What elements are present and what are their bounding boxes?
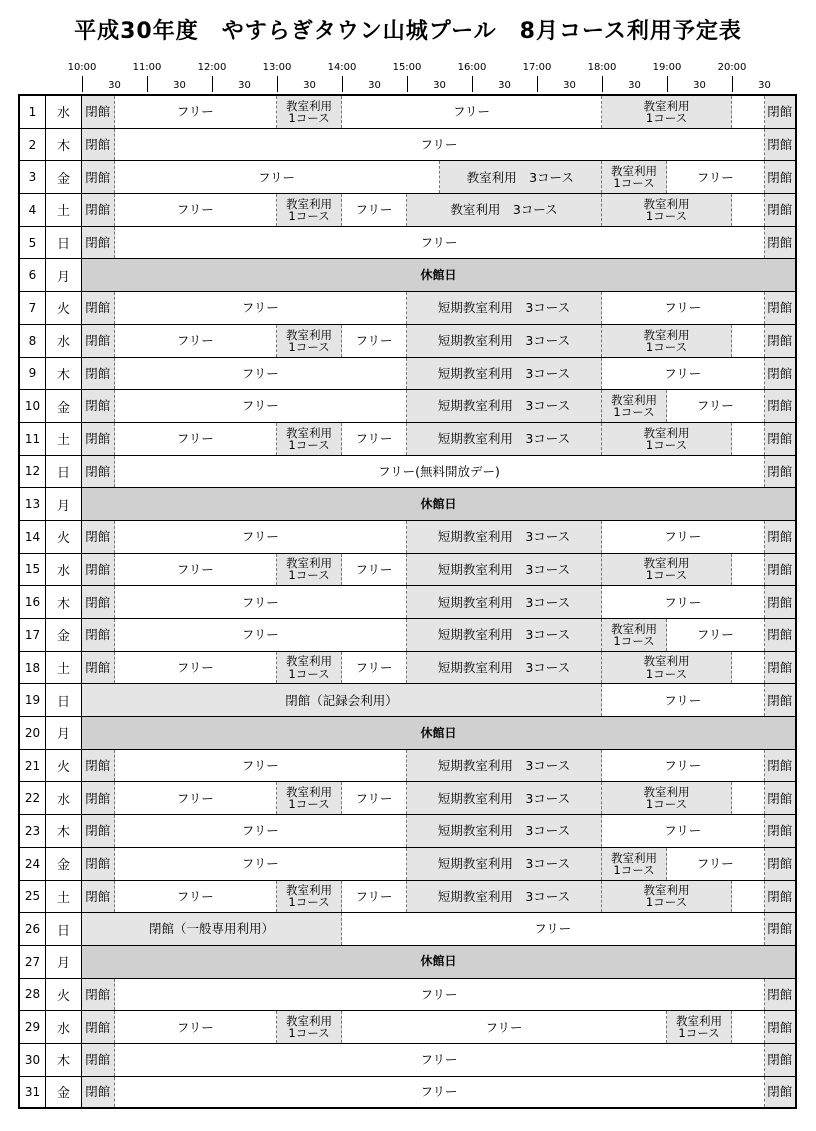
weekday: 火 [46,750,82,782]
closed-cell: 閉館 [82,129,115,161]
schedule-cell [732,194,765,226]
half-hour-label: 30 [238,80,251,91]
weekday: 火 [46,979,82,1011]
closed-cell: 閉館 [82,554,115,586]
closed-cell: 閉館 [765,325,798,357]
schedule-cell: フリー [115,161,440,193]
schedule-cell: フリー [115,423,278,455]
closed-cell: 閉館 [765,619,798,651]
closed-cell: 閉館 [82,358,115,390]
day-number: 15 [18,554,46,586]
closed-cell: 閉館 [82,815,115,847]
hour-label: 18:00 [587,62,617,73]
weekday: 金 [46,161,82,193]
schedule-cell: 短期教室利用 3コース [407,586,602,618]
schedule-cell [732,423,765,455]
closed-cell: 閉館 [82,423,115,455]
day-number: 2 [18,129,46,161]
half-hour-label: 30 [693,80,706,91]
schedule-cell: 教室利用 1コース [602,554,732,586]
schedule-cell: フリー [115,881,278,913]
closed-cell: 閉館 [82,96,115,128]
weekday: 木 [46,586,82,618]
closed-cell: 閉館 [82,1044,115,1076]
closed-cell: 閉館 [765,913,798,945]
half-hour-label: 30 [368,80,381,91]
hour-label: 17:00 [522,62,552,73]
schedule-cell: 短期教室利用 3コース [407,423,602,455]
schedule-row [18,423,797,456]
holiday-cell: 休館日 [82,946,797,978]
schedule-cell: フリー [115,586,408,618]
schedule-cell: 教室利用 1コース [277,96,342,128]
closed-cell: 閉館 [765,358,798,390]
schedule-cell: 教室利用 1コース [602,423,732,455]
schedule-cell: フリー [115,619,408,651]
day-number: 28 [18,979,46,1011]
weekday: 水 [46,554,82,586]
weekday: 水 [46,96,82,128]
schedule-cell: 短期教室利用 3コース [407,554,602,586]
schedule-cell: 教室利用 1コース [602,619,667,651]
closed-cell: 閉館 [82,390,115,422]
hour-label: 19:00 [652,62,682,73]
weekday: 木 [46,815,82,847]
half-hour-label: 30 [303,80,316,91]
hour-label: 20:00 [717,62,747,73]
schedule-cell: フリー [115,390,408,422]
schedule-cell: 短期教室利用 3コース [407,815,602,847]
schedule-cell: フリー [115,979,765,1011]
schedule-cell: フリー [602,292,765,324]
schedule-cell: 教室利用 1コース [667,1011,732,1043]
schedule-cell: 教室利用 1コース [602,848,667,880]
schedule-cell: フリー [115,1011,278,1043]
closed-cell: 閉館 [765,292,798,324]
schedule-row [18,358,797,391]
schedule-cell: 短期教室利用 3コース [407,881,602,913]
day-number: 29 [18,1011,46,1043]
closed-cell: 閉館 [765,129,798,161]
closed-cell: 閉館 [82,194,115,226]
schedule-row [18,1077,797,1110]
schedule-cell: フリー [115,129,765,161]
day-number: 23 [18,815,46,847]
schedule-cell: フリー [342,913,765,945]
closed-cell: 閉館 [765,652,798,684]
schedule-row [18,1044,797,1077]
closed-cell: 閉館 [765,194,798,226]
schedule-cell: フリー [115,652,278,684]
schedule-cell [732,325,765,357]
schedule-cell: フリー [115,848,408,880]
schedule-cell: フリー [602,521,765,553]
hour-label: 14:00 [327,62,357,73]
half-hour-label: 30 [758,80,771,91]
schedule-cell: フリー [115,1044,765,1076]
schedule-row [18,619,797,652]
half-hour-label: 30 [498,80,511,91]
day-number: 5 [18,227,46,259]
weekday: 水 [46,325,82,357]
schedule-cell: 教室利用 1コース [602,652,732,684]
closed-cell: 閉館 [82,521,115,553]
closed-cell: 閉館 [765,979,798,1011]
weekday: 月 [46,946,82,978]
schedule-cell [732,782,765,814]
schedule-cell: フリー [115,358,408,390]
schedule-cell [732,652,765,684]
closed-cell: 閉館 [765,554,798,586]
day-number: 16 [18,586,46,618]
schedule-row [18,96,797,129]
schedule-cell [732,554,765,586]
day-number: 19 [18,684,46,716]
day-number: 3 [18,161,46,193]
day-number: 20 [18,717,46,749]
schedule-cell: フリー [115,227,765,259]
day-number: 10 [18,390,46,422]
schedule-cell: フリー [115,292,408,324]
day-number: 24 [18,848,46,880]
schedule-row [18,390,797,423]
half-hour-label: 30 [563,80,576,91]
half-hour-label: 30 [628,80,641,91]
schedule-cell: フリー [115,521,408,553]
schedule-cell [732,96,765,128]
day-number: 25 [18,881,46,913]
schedule-cell: フリー [342,96,602,128]
hour-tick [472,76,473,92]
half-hour-label: 30 [108,80,121,91]
schedule-row [18,815,797,848]
schedule-cell: フリー [667,161,765,193]
hour-label: 13:00 [262,62,292,73]
schedule-cell: 教室利用 1コース [277,881,342,913]
day-number: 9 [18,358,46,390]
closed-cell: 閉館 [765,782,798,814]
weekday: 土 [46,881,82,913]
schedule-cell: フリー [115,554,278,586]
closed-cell: 閉館 [82,292,115,324]
hour-label: 15:00 [392,62,422,73]
schedule-cell: 閉館（一般専用利用） [82,913,342,945]
schedule-cell: フリー [602,684,765,716]
closed-cell: 閉館 [82,750,115,782]
schedule-cell: フリー [342,554,407,586]
schedule-cell: 教室利用 1コース [277,782,342,814]
closed-cell: 閉館 [82,979,115,1011]
schedule-cell: フリー [115,96,278,128]
schedule-cell: 教室利用 1コース [277,194,342,226]
schedule-cell: 短期教室利用 3コース [407,292,602,324]
closed-cell: 閉館 [765,684,798,716]
schedule-cell: 短期教室利用 3コース [407,358,602,390]
schedule-cell: 短期教室利用 3コース [407,848,602,880]
time-header [0,60,816,94]
schedule-cell: 教室利用 1コース [602,161,667,193]
schedule-row [18,325,797,358]
weekday: 土 [46,423,82,455]
closed-cell: 閉館 [765,96,798,128]
hour-tick [342,76,343,92]
closed-cell: 閉館 [765,1011,798,1043]
day-number: 30 [18,1044,46,1076]
schedule-row [18,488,797,521]
schedule-row [18,652,797,685]
weekday: 木 [46,129,82,161]
weekday: 水 [46,782,82,814]
weekday: 土 [46,194,82,226]
schedule-row [18,848,797,881]
schedule-cell: フリー [115,1077,765,1108]
weekday: 月 [46,259,82,291]
schedule-row [18,717,797,750]
day-number: 1 [18,96,46,128]
schedule-cell: 教室利用 1コース [277,423,342,455]
closed-cell: 閉館 [82,1011,115,1043]
hour-tick [82,76,83,92]
schedule-cell: 教室利用 1コース [602,881,732,913]
holiday-cell: 休館日 [82,259,797,291]
hour-tick [407,76,408,92]
schedule-row [18,227,797,260]
schedule-row [18,913,797,946]
day-number: 22 [18,782,46,814]
weekday: 水 [46,1011,82,1043]
closed-cell: 閉館 [82,848,115,880]
hour-tick [147,76,148,92]
schedule-cell: 閉館（記録会利用） [82,684,602,716]
schedule-row [18,456,797,489]
schedule-cell: フリー [342,782,407,814]
schedule-row [18,554,797,587]
hour-tick [277,76,278,92]
schedule-row [18,684,797,717]
day-number: 13 [18,488,46,520]
schedule-cell: 教室利用 1コース [277,652,342,684]
weekday: 月 [46,717,82,749]
weekday: 日 [46,227,82,259]
schedule-cell: フリー [115,815,408,847]
closed-cell: 閉館 [765,227,798,259]
closed-cell: 閉館 [82,619,115,651]
schedule-cell: 短期教室利用 3コース [407,750,602,782]
closed-cell: 閉館 [765,1077,798,1108]
schedule-cell: フリー [342,881,407,913]
page-title: 平成30年度 やすらぎタウン山城プール 8月コース利用予定表 [74,19,742,44]
schedule-cell: 短期教室利用 3コース [407,325,602,357]
schedule-cell: フリー [602,815,765,847]
day-number: 31 [18,1077,46,1108]
weekday: 土 [46,652,82,684]
closed-cell: 閉館 [82,1077,115,1108]
closed-cell: 閉館 [82,161,115,193]
weekday: 日 [46,913,82,945]
schedule-cell: フリー [667,619,765,651]
day-number: 12 [18,456,46,488]
closed-cell: 閉館 [82,586,115,618]
day-number: 27 [18,946,46,978]
day-number: 21 [18,750,46,782]
schedule-cell: 教室利用 1コース [602,782,732,814]
day-number: 11 [18,423,46,455]
schedule-cell: フリー [342,423,407,455]
schedule-cell: 教室利用 1コース [277,325,342,357]
hour-tick [732,76,733,92]
hour-tick [667,76,668,92]
weekday: 金 [46,619,82,651]
closed-cell: 閉館 [82,325,115,357]
day-number: 14 [18,521,46,553]
weekday: 月 [46,488,82,520]
hour-label: 10:00 [67,62,97,73]
schedule-cell: フリー [342,325,407,357]
weekday: 木 [46,1044,82,1076]
schedule-cell: フリー [115,325,278,357]
day-number: 7 [18,292,46,324]
schedule-cell: フリー [667,848,765,880]
holiday-cell: 休館日 [82,717,797,749]
day-number: 4 [18,194,46,226]
schedule-cell: 教室利用 1コース [602,194,732,226]
schedule-cell: 教室利用 1コース [602,390,667,422]
schedule-row [18,1011,797,1044]
schedule-cell: フリー [602,750,765,782]
hour-tick [602,76,603,92]
closed-cell: 閉館 [765,848,798,880]
closed-cell: 閉館 [765,1044,798,1076]
closed-cell: 閉館 [82,782,115,814]
hour-tick [537,76,538,92]
weekday: 木 [46,358,82,390]
closed-cell: 閉館 [82,881,115,913]
schedule-row [18,586,797,619]
schedule-row [18,946,797,979]
schedule-cell: フリー [342,194,407,226]
schedule-cell: フリー [602,586,765,618]
schedule-cell: 教室利用 3コース [440,161,603,193]
schedule-cell: フリー [115,194,278,226]
closed-cell: 閉館 [765,881,798,913]
weekday: 火 [46,292,82,324]
schedule-cell: フリー [602,358,765,390]
closed-cell: 閉館 [765,586,798,618]
schedule-cell: フリー [667,390,765,422]
schedule-cell: 短期教室利用 3コース [407,390,602,422]
schedule-cell: 教室利用 3コース [407,194,602,226]
closed-cell: 閉館 [765,815,798,847]
hour-label: 16:00 [457,62,487,73]
day-number: 8 [18,325,46,357]
closed-cell: 閉館 [765,750,798,782]
schedule-row [18,750,797,783]
day-number: 6 [18,259,46,291]
hour-tick [212,76,213,92]
hour-label: 12:00 [197,62,227,73]
weekday: 金 [46,390,82,422]
weekday: 金 [46,1077,82,1108]
holiday-cell: 休館日 [82,488,797,520]
schedule-cell: 教室利用 1コース [602,96,732,128]
closed-cell: 閉館 [765,390,798,422]
schedule-row [18,979,797,1012]
weekday: 日 [46,684,82,716]
schedule-cell: フリー [115,750,408,782]
closed-cell: 閉館 [82,456,115,488]
weekday: 日 [46,456,82,488]
schedule-cell: 短期教室利用 3コース [407,619,602,651]
closed-cell: 閉館 [82,227,115,259]
half-hour-label: 30 [173,80,186,91]
schedule-row [18,881,797,914]
schedule-cell: 短期教室利用 3コース [407,521,602,553]
schedule-cell: 短期教室利用 3コース [407,652,602,684]
schedule-row [18,194,797,227]
schedule-cell: 短期教室利用 3コース [407,782,602,814]
weekday: 金 [46,848,82,880]
schedule-row [18,782,797,815]
hour-label: 11:00 [132,62,162,73]
day-number: 18 [18,652,46,684]
day-number: 17 [18,619,46,651]
schedule-row [18,259,797,292]
schedule-cell: 教室利用 1コース [602,325,732,357]
half-hour-label: 30 [433,80,446,91]
schedule-cell: 教室利用 1コース [277,554,342,586]
closed-cell: 閉館 [765,456,798,488]
closed-cell: 閉館 [82,652,115,684]
closed-cell: 閉館 [765,161,798,193]
schedule-row [18,161,797,194]
schedule-cell: フリー [342,652,407,684]
closed-cell: 閉館 [765,521,798,553]
weekday: 火 [46,521,82,553]
day-number: 26 [18,913,46,945]
schedule-cell [732,881,765,913]
schedule-row [18,521,797,554]
schedule-row [18,129,797,162]
schedule-row [18,292,797,325]
schedule-cell: フリー [342,1011,667,1043]
schedule-cell: 教室利用 1コース [277,1011,342,1043]
closed-cell: 閉館 [765,423,798,455]
schedule-cell: フリー [115,782,278,814]
schedule-cell [732,1011,765,1043]
schedule-grid [18,96,797,1109]
schedule-cell: フリー(無料開放デー) [115,456,765,488]
